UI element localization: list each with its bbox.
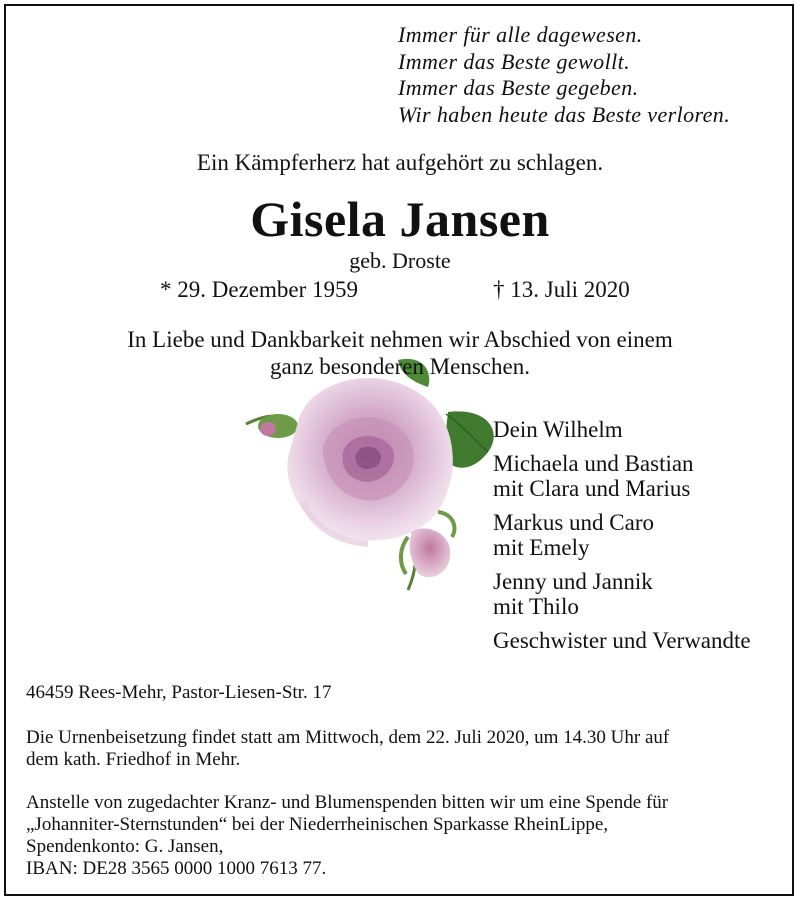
- family-group-5: [493, 628, 751, 654]
- burial-line-1: Die Urnenbeisetzung findet statt am Mittwoch, dem 22. Juli 2020, um 14.30 Uhr auf: [26, 727, 670, 748]
- burial-info: [26, 727, 786, 771]
- family-line: mit Clara und Marius: [493, 476, 691, 501]
- rose-image: [238, 352, 506, 598]
- family-line: Markus und Caro: [493, 509, 654, 535]
- address: 46459 Rees-Mehr, Pastor-Liesen-Str. 17: [26, 682, 332, 703]
- maiden-name: geb. Droste: [349, 248, 451, 273]
- death-date: † 13. Juli 2020: [493, 277, 630, 302]
- family-group-3: [493, 510, 751, 561]
- poem-line-2: Immer das Beste gewollt.: [398, 48, 631, 74]
- donation-line-1: Anstelle von zugedachter Kranz- und Blumenspenden bitten wir um eine Spende für: [26, 792, 669, 813]
- intro-line: Ein Kämpferherz hat aufgehört zu schlagen.: [196, 150, 604, 175]
- family-line: mit Thilo: [493, 594, 579, 619]
- family-group-4: [493, 569, 751, 620]
- family-line: Michaela und Bastian: [493, 450, 694, 476]
- burial-line-2: dem kath. Friedhof in Mehr.: [26, 749, 241, 770]
- family-line: mit Emely: [493, 535, 590, 560]
- poem-line-1: Immer für alle dagewesen.: [398, 22, 643, 47]
- family-group-2: [493, 451, 751, 502]
- family-line: Dein Wilhelm: [493, 417, 623, 442]
- donation-info: [26, 792, 668, 880]
- donation-line-2: „Johanniter-Sternstunden“ bei der Niederrheinischen Sparkasse RheinLippe,: [26, 814, 609, 835]
- deceased-name: Gisela Jansen: [250, 191, 550, 247]
- memorial-poem: [398, 22, 730, 128]
- farewell-line-1: In Liebe und Dankbarkeit nehmen wir Abschied von einem: [127, 327, 673, 352]
- poem-line-3: Immer das Beste gegeben.: [398, 75, 639, 100]
- donation-line-3: Spendenkonto: G. Jansen,: [26, 836, 224, 857]
- farewell-line-2: ganz besonderen Menschen.: [270, 354, 530, 379]
- family-line: Geschwister und Verwandte: [493, 627, 751, 653]
- farewell-text: [0, 326, 800, 380]
- birth-date: * 29. Dezember 1959: [160, 277, 358, 302]
- donation-line-4: IBAN: DE28 3565 0000 1000 7613 77.: [26, 858, 327, 879]
- poem-line-4: Wir haben heute das Beste verloren.: [398, 101, 731, 127]
- family-group-1: [493, 417, 751, 443]
- family-line: Jenny und Jannik: [493, 568, 653, 594]
- family-list: [493, 417, 751, 661]
